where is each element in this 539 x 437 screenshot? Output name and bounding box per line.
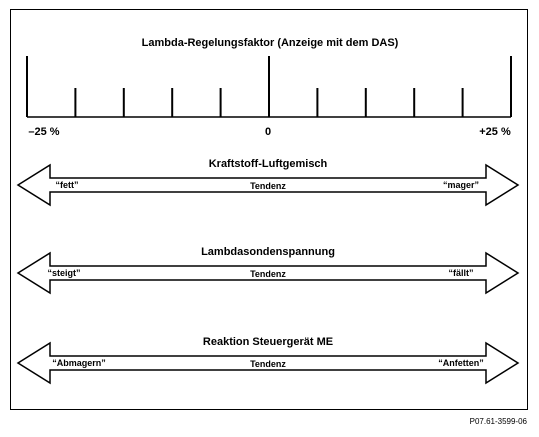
arrow-left-label: “steigt” <box>47 268 81 278</box>
arrow-left-label: “fett” <box>55 180 79 190</box>
arrow-reaktion-steuergeraet <box>18 336 518 383</box>
arrow-left-label: “Abmagern” <box>52 358 106 368</box>
arrow-center-label: Tendenz <box>250 181 286 191</box>
scale-label-zero: 0 <box>264 126 272 138</box>
arrow-title: Kraftstoff-Luftgemisch <box>208 158 328 170</box>
arrow-right-label: “fällt” <box>448 268 474 278</box>
scale-label-minus-25: –25 % <box>28 126 60 138</box>
arrow-center-label: Tendenz <box>250 269 286 279</box>
arrow-center-label: Tendenz <box>250 359 286 369</box>
arrow-right-label: “Anfetten” <box>438 358 484 368</box>
scale-title: Lambda-Regelungsfaktor (Anzeige mit dem DAS) <box>141 37 399 49</box>
figure-reference: P07.61-3599-06 <box>469 417 527 426</box>
arrow-title: Reaktion Steuergerät ME <box>202 336 334 348</box>
arrow-lambdasondenspannung <box>18 246 518 293</box>
arrow-kraftstoff-luftgemisch <box>18 158 518 205</box>
arrow-title: Lambdasondenspannung <box>201 246 335 258</box>
scale-label-plus-25: +25 % <box>479 126 511 138</box>
arrow-right-label: “mager” <box>442 180 480 190</box>
scale-ticks <box>27 56 511 117</box>
